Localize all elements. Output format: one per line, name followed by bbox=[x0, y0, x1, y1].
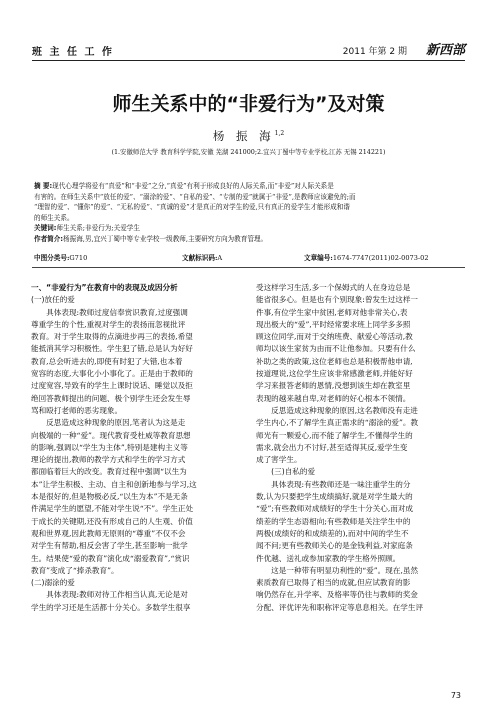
abstract-line bbox=[34, 192, 466, 203]
body-text-line: 受这样学习生活,多一个保姆式的人在身边总是 bbox=[256, 283, 411, 292]
article-no-field bbox=[304, 252, 429, 262]
body-text-line: 具体表现:教师过度信奉赏识教育,过度强调 bbox=[31, 307, 188, 317]
body-text-line: 按道理说,这位学生应该非常感激老师,并能好好 bbox=[256, 369, 413, 379]
doc-code-field bbox=[182, 252, 222, 262]
section-rule bbox=[32, 267, 465, 268]
body-text-line: 响仍然存在,升学率、及格率等仍往与教师的奖金 bbox=[256, 590, 418, 600]
body-text-line: 学习来报答老师的恩情,没想到该生却在教室里 bbox=[256, 381, 411, 391]
body-text-line: 于成长的关键期,还没有形成自己的人生观、价值 bbox=[31, 516, 193, 526]
body-text-line: 件满足学生的愿望,不能对学生说“不”。学生正处 bbox=[31, 504, 194, 514]
body-column-left bbox=[31, 282, 241, 614]
subsection-heading: (三)自私的爱 bbox=[256, 467, 316, 477]
clc-field bbox=[34, 252, 87, 262]
body-text-line: 这是一种带有明显功利性的“爱”。现在,虽然 bbox=[256, 565, 419, 575]
journal-logo: 新西部 bbox=[425, 43, 465, 58]
classification-row bbox=[34, 252, 466, 262]
abstract-line bbox=[34, 234, 466, 245]
abstract-line-text: 的师生关系。 bbox=[34, 213, 74, 222]
author-name: 杨 振 海 bbox=[212, 129, 275, 143]
body-text-line: 两极(成绩好的和成绩差的),而对中间的学生不 bbox=[256, 528, 409, 538]
subsection-heading: (二)溺涂的爱 bbox=[31, 578, 75, 588]
running-header bbox=[32, 43, 465, 57]
abstract-line bbox=[34, 213, 466, 224]
body-text-line: 需求,就会出力不讨好,甚至适得其反,爱学生变 bbox=[256, 442, 408, 452]
body-text-line: 绩差的学生态语相向;有些教师是关注学生中的 bbox=[256, 516, 411, 526]
body-text-line: 件事,有位学生家中贫困,老师对他非常关心,表 bbox=[256, 307, 408, 317]
body-text-line: 能抵消其学习积极性。学生犯了错,总是认为好好 bbox=[31, 344, 193, 354]
body-text-line: 学生的学习还是生活都十分关心。多数学生很享 bbox=[31, 602, 191, 612]
body-text-line: 教育”变成了“捧杀教育”。 bbox=[31, 565, 119, 575]
clc-value: G710 bbox=[69, 254, 88, 262]
body-text-line: 件优越、送礼或参加家教的学生格外照顾。 bbox=[256, 553, 401, 563]
body-text-line: 成了害学生。 bbox=[256, 455, 302, 465]
abstract-line-text: 师生关系;非爱行为;关爱学生 bbox=[56, 224, 140, 232]
body-text-line: 理论的提出,教师的教学方式和学生的学习方式 bbox=[31, 455, 186, 465]
body-column-right bbox=[256, 282, 466, 614]
abstract-line bbox=[34, 202, 466, 213]
body-text-line: 都面临着巨大的改变。教育过程中强调“以生为 bbox=[31, 467, 187, 477]
abstract-line bbox=[34, 223, 466, 234]
body-text-line: 教育,总会听进去的,即使有时犯了大错,也本着 bbox=[31, 356, 183, 366]
body-text-line: 本”让学生积极、主动、自主和创新地参与学习,这 bbox=[31, 479, 197, 489]
header-rule bbox=[32, 60, 465, 61]
author-affiliation: (1.安徽师范大学 教育科学学院,安徽 芜湖 241000;2.宜兴丁蜀中等专业学校,江苏 无锡 214221) bbox=[111, 148, 386, 156]
doc-code-value: A bbox=[217, 254, 223, 262]
body-text-line: “爱”;有些教师对成绩好的学生十分关心,而对成 bbox=[256, 504, 414, 514]
section-heading: 一、“非爱行为”在教育中的表现及成因分析 bbox=[31, 283, 178, 292]
article-title: 师生关系中的“非爱行为”及对策 bbox=[112, 93, 385, 115]
body-text-line: 能省很多心。但是也有个别现象:曾发生过这样一 bbox=[256, 295, 419, 305]
doc-code-label: 文献标识码: bbox=[182, 254, 218, 262]
body-text-line: 素质教育已取得了相当的成就,但应试教育的影 bbox=[256, 578, 411, 588]
body-text-line: 现出极大的“爱”,平时经常要求班上同学多多照 bbox=[256, 319, 411, 329]
body-text-line: 数,认为只要把学生成绩搞好,就是对学生最大的 bbox=[256, 492, 413, 502]
issue-number: 2011 年第 2 期 bbox=[342, 47, 407, 57]
body-text-line: 反思造成这种现象的原因,笔者认为这是走 bbox=[31, 418, 186, 428]
body-text-line: 本是很好的,但是物极必反,“以生为本”不是无条 bbox=[31, 492, 188, 502]
abstract-line-label: 作者简介: bbox=[34, 234, 64, 243]
clc-label: 中图分类号: bbox=[34, 254, 70, 262]
body-text-line: 闻不问;更有些教师关心的是金钱利益,对家庭条 bbox=[256, 541, 413, 551]
body-text-line: 骂和殴打老师的恶劣现象。 bbox=[31, 405, 123, 415]
body-text-line: 的影响,强调以“学生为主体”,特别是建构主义等 bbox=[31, 442, 188, 452]
body-text-line: 反思造成这种现象的原因,这名教师没有走进 bbox=[256, 405, 418, 415]
body-text-line: 补助之类的政策,这位老师也总是积极帮他申请, bbox=[256, 356, 413, 366]
body-text-line: 师均以该生家贫为由而不让他参加。只要有什么 bbox=[256, 344, 416, 354]
body-text-line: 教育。对于学生取得的点滴进步再三的表扬,希望 bbox=[31, 332, 193, 342]
body-text-line: 过度宽容,导致有的学生上课时说话、睡觉以及拒 bbox=[31, 381, 193, 391]
body-text-line: 学生内心,不了解学生真正需求的“溺涂的爱”。教 bbox=[256, 418, 419, 428]
abstract-line-text: 有害的。在师生关系中“放任的爱”、“溺涂的爱”、“自私的爱”、“专制的爱”就属于“非爱”,是教师应该避免的;而 bbox=[34, 192, 356, 201]
body-text-line: 顾这位同学,而对于交纳班费、献爱心等活动,教 bbox=[256, 332, 413, 342]
body-text-line: 师光有一颗爱心,而不能了解学生,不懂得学生的 bbox=[256, 430, 413, 440]
abstract-line-label: 关键词: bbox=[34, 224, 57, 232]
body-text-line: 分配、评优评先和职称评定等息息相关。在学生评 bbox=[256, 602, 424, 612]
article-no-value: 1674-7747(2011)02-0073-02 bbox=[332, 254, 429, 262]
subsection-heading: (一)放任的爱 bbox=[31, 295, 75, 305]
abstract-line-label: 摘 要: bbox=[34, 182, 53, 190]
abstract-line-text: 现代心理学将爱有“真爱”和“非爱”之分,“真爱”有利于形成良好的人际关系,而“非爱”对人际关系是 bbox=[52, 182, 334, 190]
column-name: 班 主 任 工 作 bbox=[32, 47, 114, 58]
body-text-line: 尊重学生的个性,重视对学生的表扬而忽视批评 bbox=[31, 319, 186, 329]
body-text-line: 表现的越来越自卑,对老师的好心根本不领情。 bbox=[256, 393, 411, 403]
body-text-line: 生。结果使“爱的教育”演化成“溺爱教育”,“赏识 bbox=[31, 553, 190, 563]
abstract-block bbox=[34, 181, 466, 244]
body-text-line: 对学生有帮助,相反会害了学生,甚至影响一批学 bbox=[31, 541, 188, 551]
body-text-line: 宽容的态度,大事化小小事化了。正是由于教师的 bbox=[31, 369, 193, 379]
abstract-line-text: 杨振海,男,宜兴丁蜀中等专业学校一级教师,主要研究方向为教育管理。 bbox=[63, 234, 268, 243]
body-text-line: 向极端的一种“爱”。现代教育受杜威等教育思想 bbox=[31, 430, 191, 440]
body-text-line: 观和世界观,因此教师无原则的“尊重”不仅不会 bbox=[31, 528, 186, 538]
body-text-line: 具体表现:教师对待工作相当认真,无论是对 bbox=[31, 590, 188, 600]
abstract-line-text: “理智的爱”、“懂你”的爱”、“无私的爱”、“真诚的爱”才是真正的对学生的爱,只有真正的爱学生才能形成和谐 bbox=[34, 203, 350, 211]
abstract-line bbox=[34, 181, 466, 192]
author-affiliation-marks: 1,2 bbox=[274, 130, 285, 138]
author-line bbox=[0, 128, 497, 144]
body-text-line: 具体表现:有些教师还是一味注重学生的分 bbox=[256, 479, 411, 489]
body-text-line: 绝回答教师提出的问题、极个别学生还会发生辱 bbox=[31, 393, 191, 403]
page-number: 73 bbox=[450, 691, 461, 700]
article-no-label: 文章编号: bbox=[304, 254, 333, 262]
